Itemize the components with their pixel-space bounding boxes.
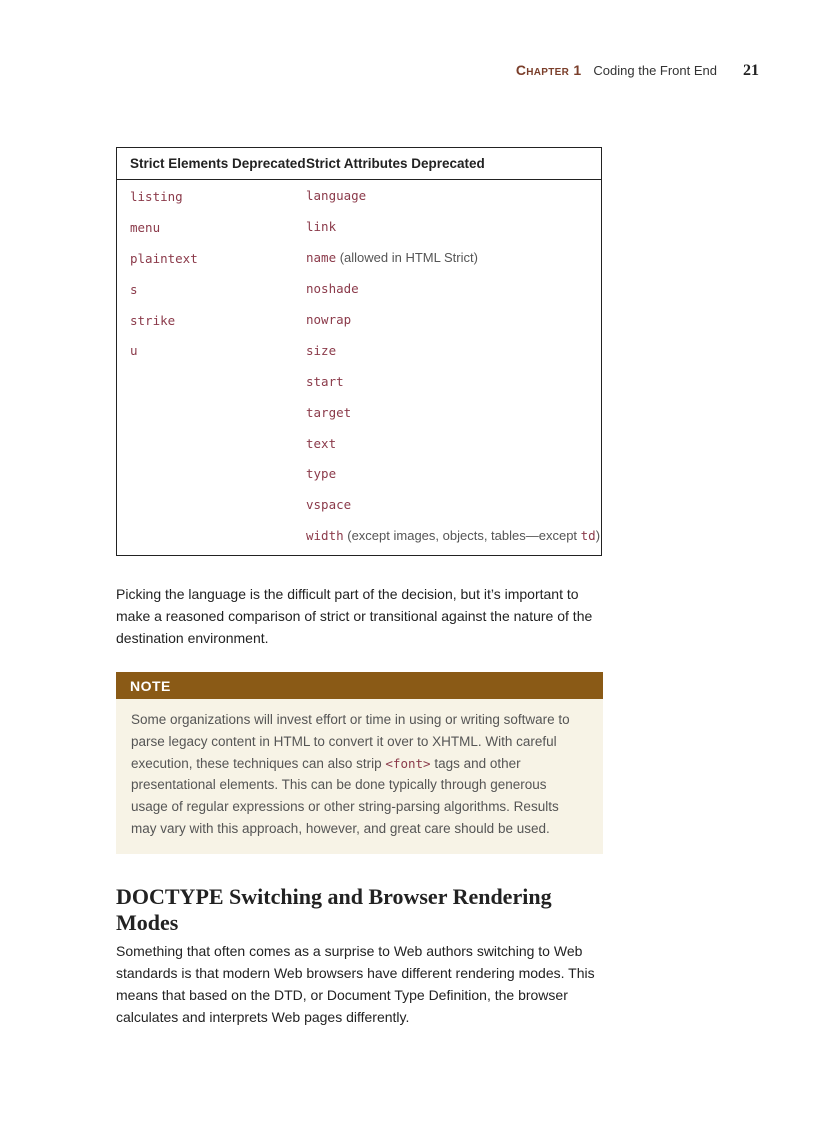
element-cell: plaintext xyxy=(130,250,198,266)
table-row xyxy=(117,335,601,366)
table-row xyxy=(117,397,601,428)
attribute-cell xyxy=(306,435,601,453)
attribute-cell xyxy=(306,496,601,514)
attribute-name: language xyxy=(306,188,367,204)
attribute-cell xyxy=(306,342,601,360)
attribute-note-code: td xyxy=(580,528,596,544)
attribute-name: text xyxy=(306,435,337,451)
attribute-note: (except images, objects, tables—except xyxy=(343,528,581,544)
attribute-cell xyxy=(306,280,601,298)
element-cell: listing xyxy=(130,188,183,204)
attribute-name: type xyxy=(306,466,337,482)
table-body xyxy=(117,180,601,555)
deprecated-table xyxy=(116,147,602,556)
note-text-after: tags and other presentational elements. This can be done typically through generous usage of regular expressions or other string-parsing algorithms. Results may vary with this approach, however, and great care should be used. xyxy=(131,755,559,836)
table-header-elements: Strict Elements Deprecated xyxy=(130,156,306,171)
table-row xyxy=(117,274,601,305)
table-row xyxy=(117,490,601,521)
attribute-name: size xyxy=(306,342,337,358)
table-row xyxy=(117,459,601,490)
attribute-cell xyxy=(306,373,601,391)
attribute-name: nowrap xyxy=(306,312,352,327)
attribute-note: (allowed in HTML Strict) xyxy=(336,250,478,266)
attribute-name: vspace xyxy=(306,497,352,513)
attribute-name: noshade xyxy=(306,281,359,297)
attribute-name: link xyxy=(306,219,337,235)
attribute-name: start xyxy=(306,373,344,389)
attribute-cell xyxy=(306,218,601,236)
attribute-cell xyxy=(306,465,601,483)
table-row xyxy=(117,212,601,243)
table-row xyxy=(117,428,601,459)
attribute-cell xyxy=(306,404,601,422)
attribute-name: name xyxy=(306,250,337,266)
attribute-name: width xyxy=(306,528,344,544)
table-row xyxy=(117,305,601,336)
element-cell: u xyxy=(130,343,138,359)
table-row xyxy=(117,243,601,274)
table-header-attributes: Strict Attributes Deprecated xyxy=(306,156,485,171)
note-code-font: <font> xyxy=(385,755,431,771)
attribute-cell xyxy=(306,311,601,329)
section-heading: DOCTYPE Switching and Browser Rendering Modes xyxy=(116,884,552,935)
paragraph-language-choice: Picking the language is the difficult part of the decision, but it’s important to make a reasoned comparison of strict or transitional against the nature of the destination environment. xyxy=(116,586,593,646)
running-header xyxy=(516,62,759,82)
paragraph-rendering-modes: Something that often comes as a surprise to Web authors switching to Web standards is that modern Web browsers have different rendering modes. This means that based on the DTD, or Document Type Definition, the browser calculates and interprets Web pages differently. xyxy=(116,943,595,1025)
note-body xyxy=(116,699,603,840)
attribute-note-end: ) xyxy=(595,528,601,544)
attribute-cell xyxy=(306,249,601,267)
table-row xyxy=(117,181,601,212)
page-number: 21 xyxy=(743,62,759,79)
chapter-title: Coding the Front End xyxy=(593,63,717,78)
element-cell: menu xyxy=(130,219,161,235)
chapter-label: Chapter 1 xyxy=(515,62,582,78)
element-cell: strike xyxy=(130,312,176,328)
attribute-cell xyxy=(306,527,601,545)
attribute-cell xyxy=(306,187,601,205)
table-header-row xyxy=(117,148,601,180)
table-row xyxy=(117,366,601,397)
note-label: NOTE xyxy=(116,672,603,699)
note-text-before: Some organizations will invest effort or time in using or writing software to parse legacy content in HTML to convert it over to XHTML. With careful execution, these techniques can also strip xyxy=(131,712,570,771)
attribute-name: target xyxy=(306,404,352,420)
note-box xyxy=(116,672,603,854)
table-row xyxy=(117,521,601,552)
element-cell: s xyxy=(130,281,138,297)
